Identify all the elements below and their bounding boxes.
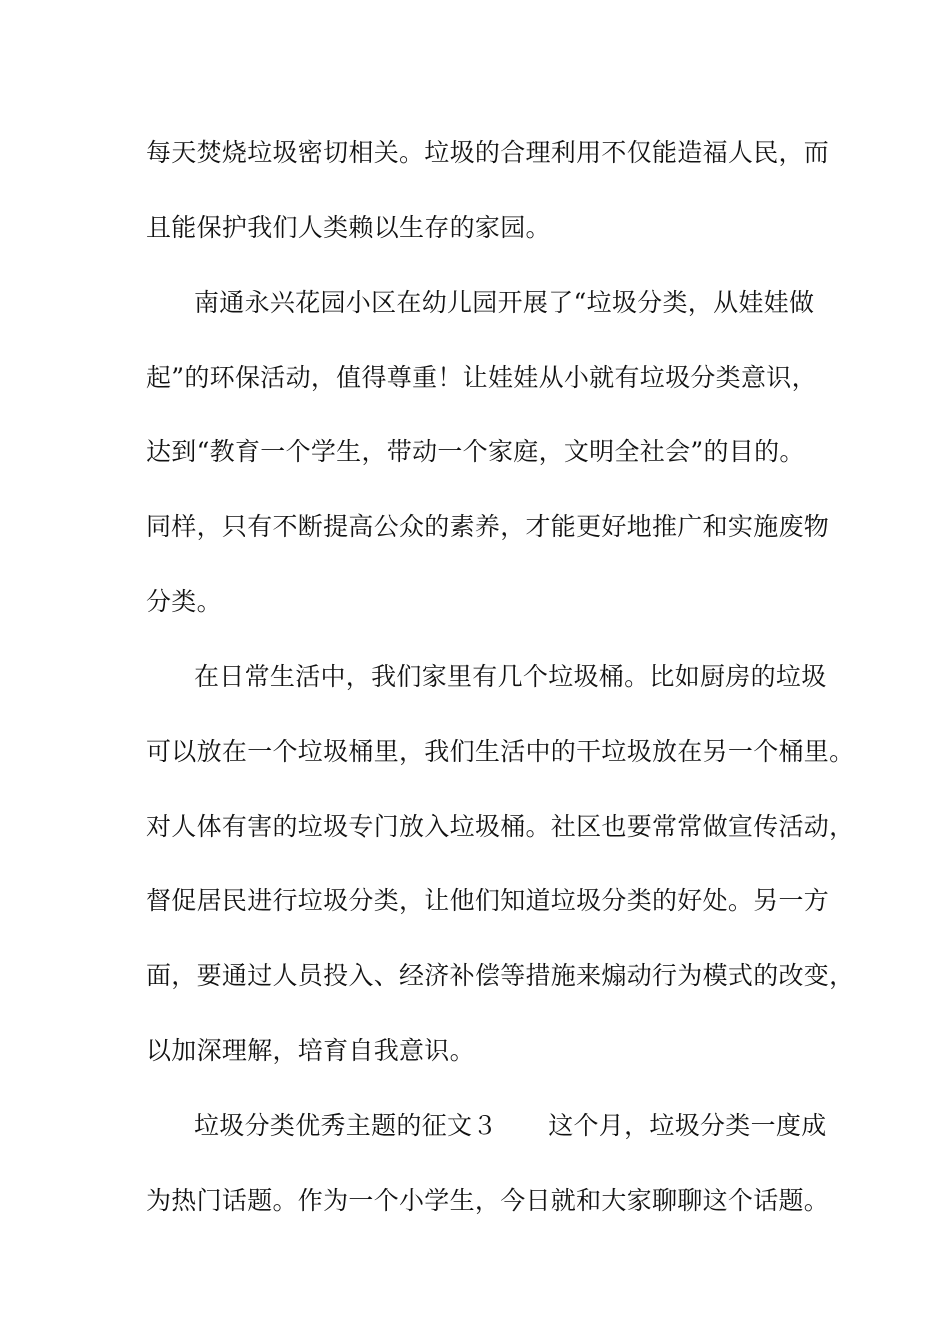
text-line-15: 为热门话题。作为一个小学生，今日就和大家聊聊这个话题。 bbox=[146, 1186, 830, 1215]
text-line-11: 督促居民进行垃圾分类，让他们知道垃圾分类的好处。另一方 bbox=[146, 886, 830, 915]
paragraph-start-line-14: 垃圾分类优秀主题的征文３ 这个月，垃圾分类一度成 bbox=[194, 1111, 827, 1140]
text-line-6: 同样，只有不断提高公众的素养，才能更好地推广和实施废物 bbox=[146, 512, 830, 541]
text-line-7: 分类。 bbox=[146, 587, 222, 616]
text-line-12: 面，要通过人员投入、经济补偿等措施来煽动行为模式的改变， bbox=[146, 961, 855, 990]
paragraph-start-line-8: 在日常生活中，我们家里有几个垃圾桶。比如厨房的垃圾 bbox=[194, 662, 827, 691]
paragraph-start-line-3: 南通永兴花园小区在幼儿园开展了“垃圾分类，从娃娃做 bbox=[194, 288, 815, 317]
text-line-2: 且能保护我们人类赖以生存的家园。 bbox=[146, 213, 551, 242]
text-line-4: 起”的环保活动，值得尊重！让娃娃从小就有垃圾分类意识， bbox=[146, 363, 817, 392]
text-line-13: 以加深理解，培育自我意识。 bbox=[146, 1036, 475, 1065]
text-line-10: 对人体有害的垃圾专门放入垃圾桶。社区也要常常做宣传活动， bbox=[146, 812, 855, 841]
text-line-1: 每天焚烧垃圾密切相关。垃圾的合理利用不仅能造福人民，而 bbox=[146, 138, 830, 167]
text-line-9: 可以放在一个垃圾桶里，我们生活中的干垃圾放在另一个桶里。 bbox=[146, 737, 855, 766]
text-line-5: 达到“教育一个学生，带动一个家庭，文明全社会”的目的。 bbox=[146, 437, 805, 466]
